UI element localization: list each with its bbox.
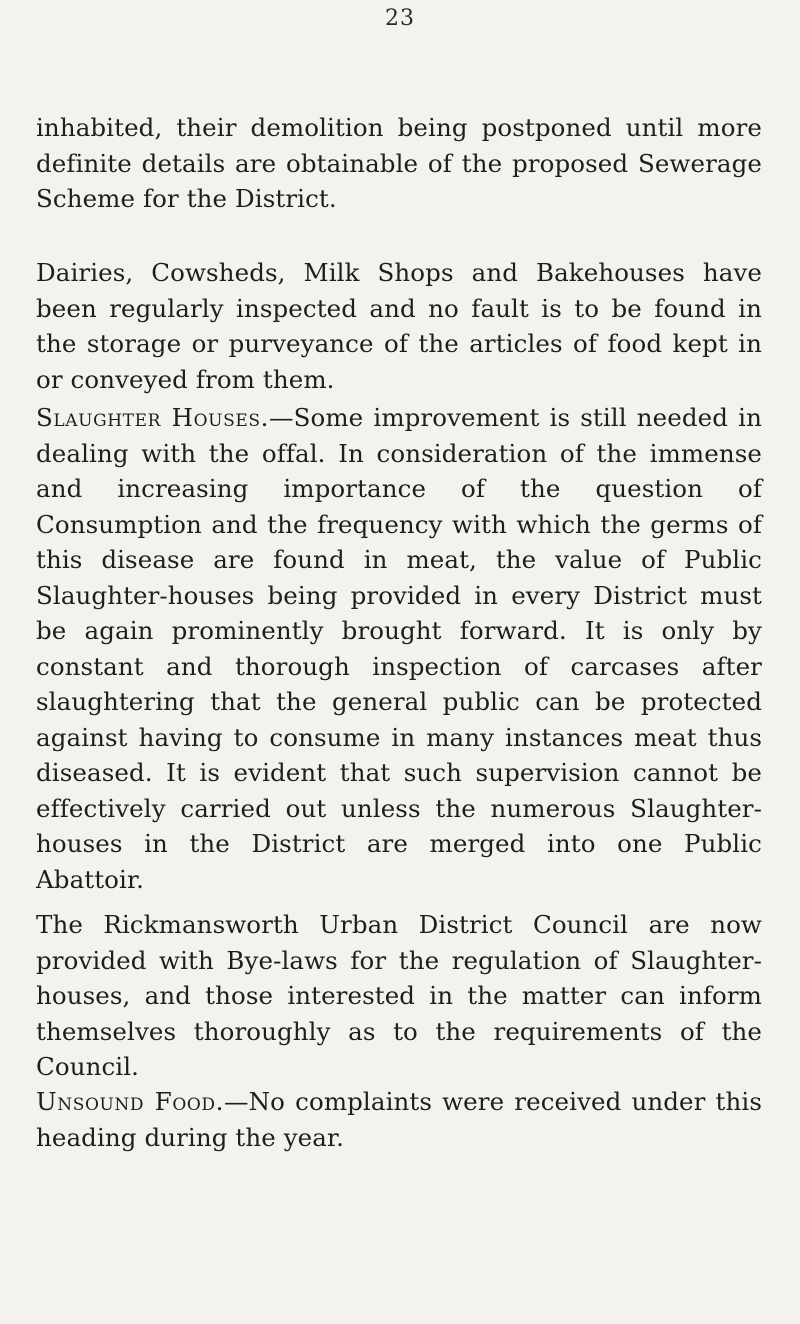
- paragraph-text: —Some improvement is still needed in dealing with the offal. In consideration of the immense and increasing importance of the question of Consumption and the frequency with which the germs of this disease are found in meat, the value of Public Slaughter-houses being provided in every District must be again prominently brought forward. It is only by constant and thorough inspection of carcases after slaughtering that the general public can be protected against having to consume in many instances meat thus diseased. It is evident that such supervision cannot be effectively carried out unless the numerous Slaughter-houses in the District are merged into one Public Abattoir.: [36, 403, 762, 894]
- paragraph-demolition: [36, 110, 762, 217]
- paragraph-body: [36, 400, 762, 897]
- paragraph-bye-laws: [36, 907, 762, 1085]
- section-heading: Slaughter Houses.: [36, 403, 269, 432]
- section-heading: Unsound Food.: [36, 1087, 225, 1116]
- paragraph-body: [36, 1084, 762, 1155]
- paragraph-slaughter-houses: [36, 400, 762, 897]
- paragraph-text: inhabited, their demolition being postponed until more definite details are obtainable of the proposed Sewerage Scheme for the District.: [36, 113, 762, 213]
- paragraph-dairies: [36, 255, 762, 397]
- paragraph-text: The Rickmansworth Urban District Council are now provided with Bye-laws for the regulation of Slaughter-houses, and those interested in the matter can inform themselves thoroughly as to the requirements of the Council.: [36, 910, 762, 1081]
- paragraph-text: —No complaints were received under this heading during the year.: [36, 1087, 762, 1152]
- paragraph-unsound-food: [36, 1084, 762, 1155]
- paragraph-text: Dairies, Cowsheds, Milk Shops and Bakehouses have been regularly inspected and no fault is to be found in the storage or purveyance of the articles of food kept in or conveyed from them.: [36, 258, 762, 394]
- page-number: 23: [385, 6, 415, 31]
